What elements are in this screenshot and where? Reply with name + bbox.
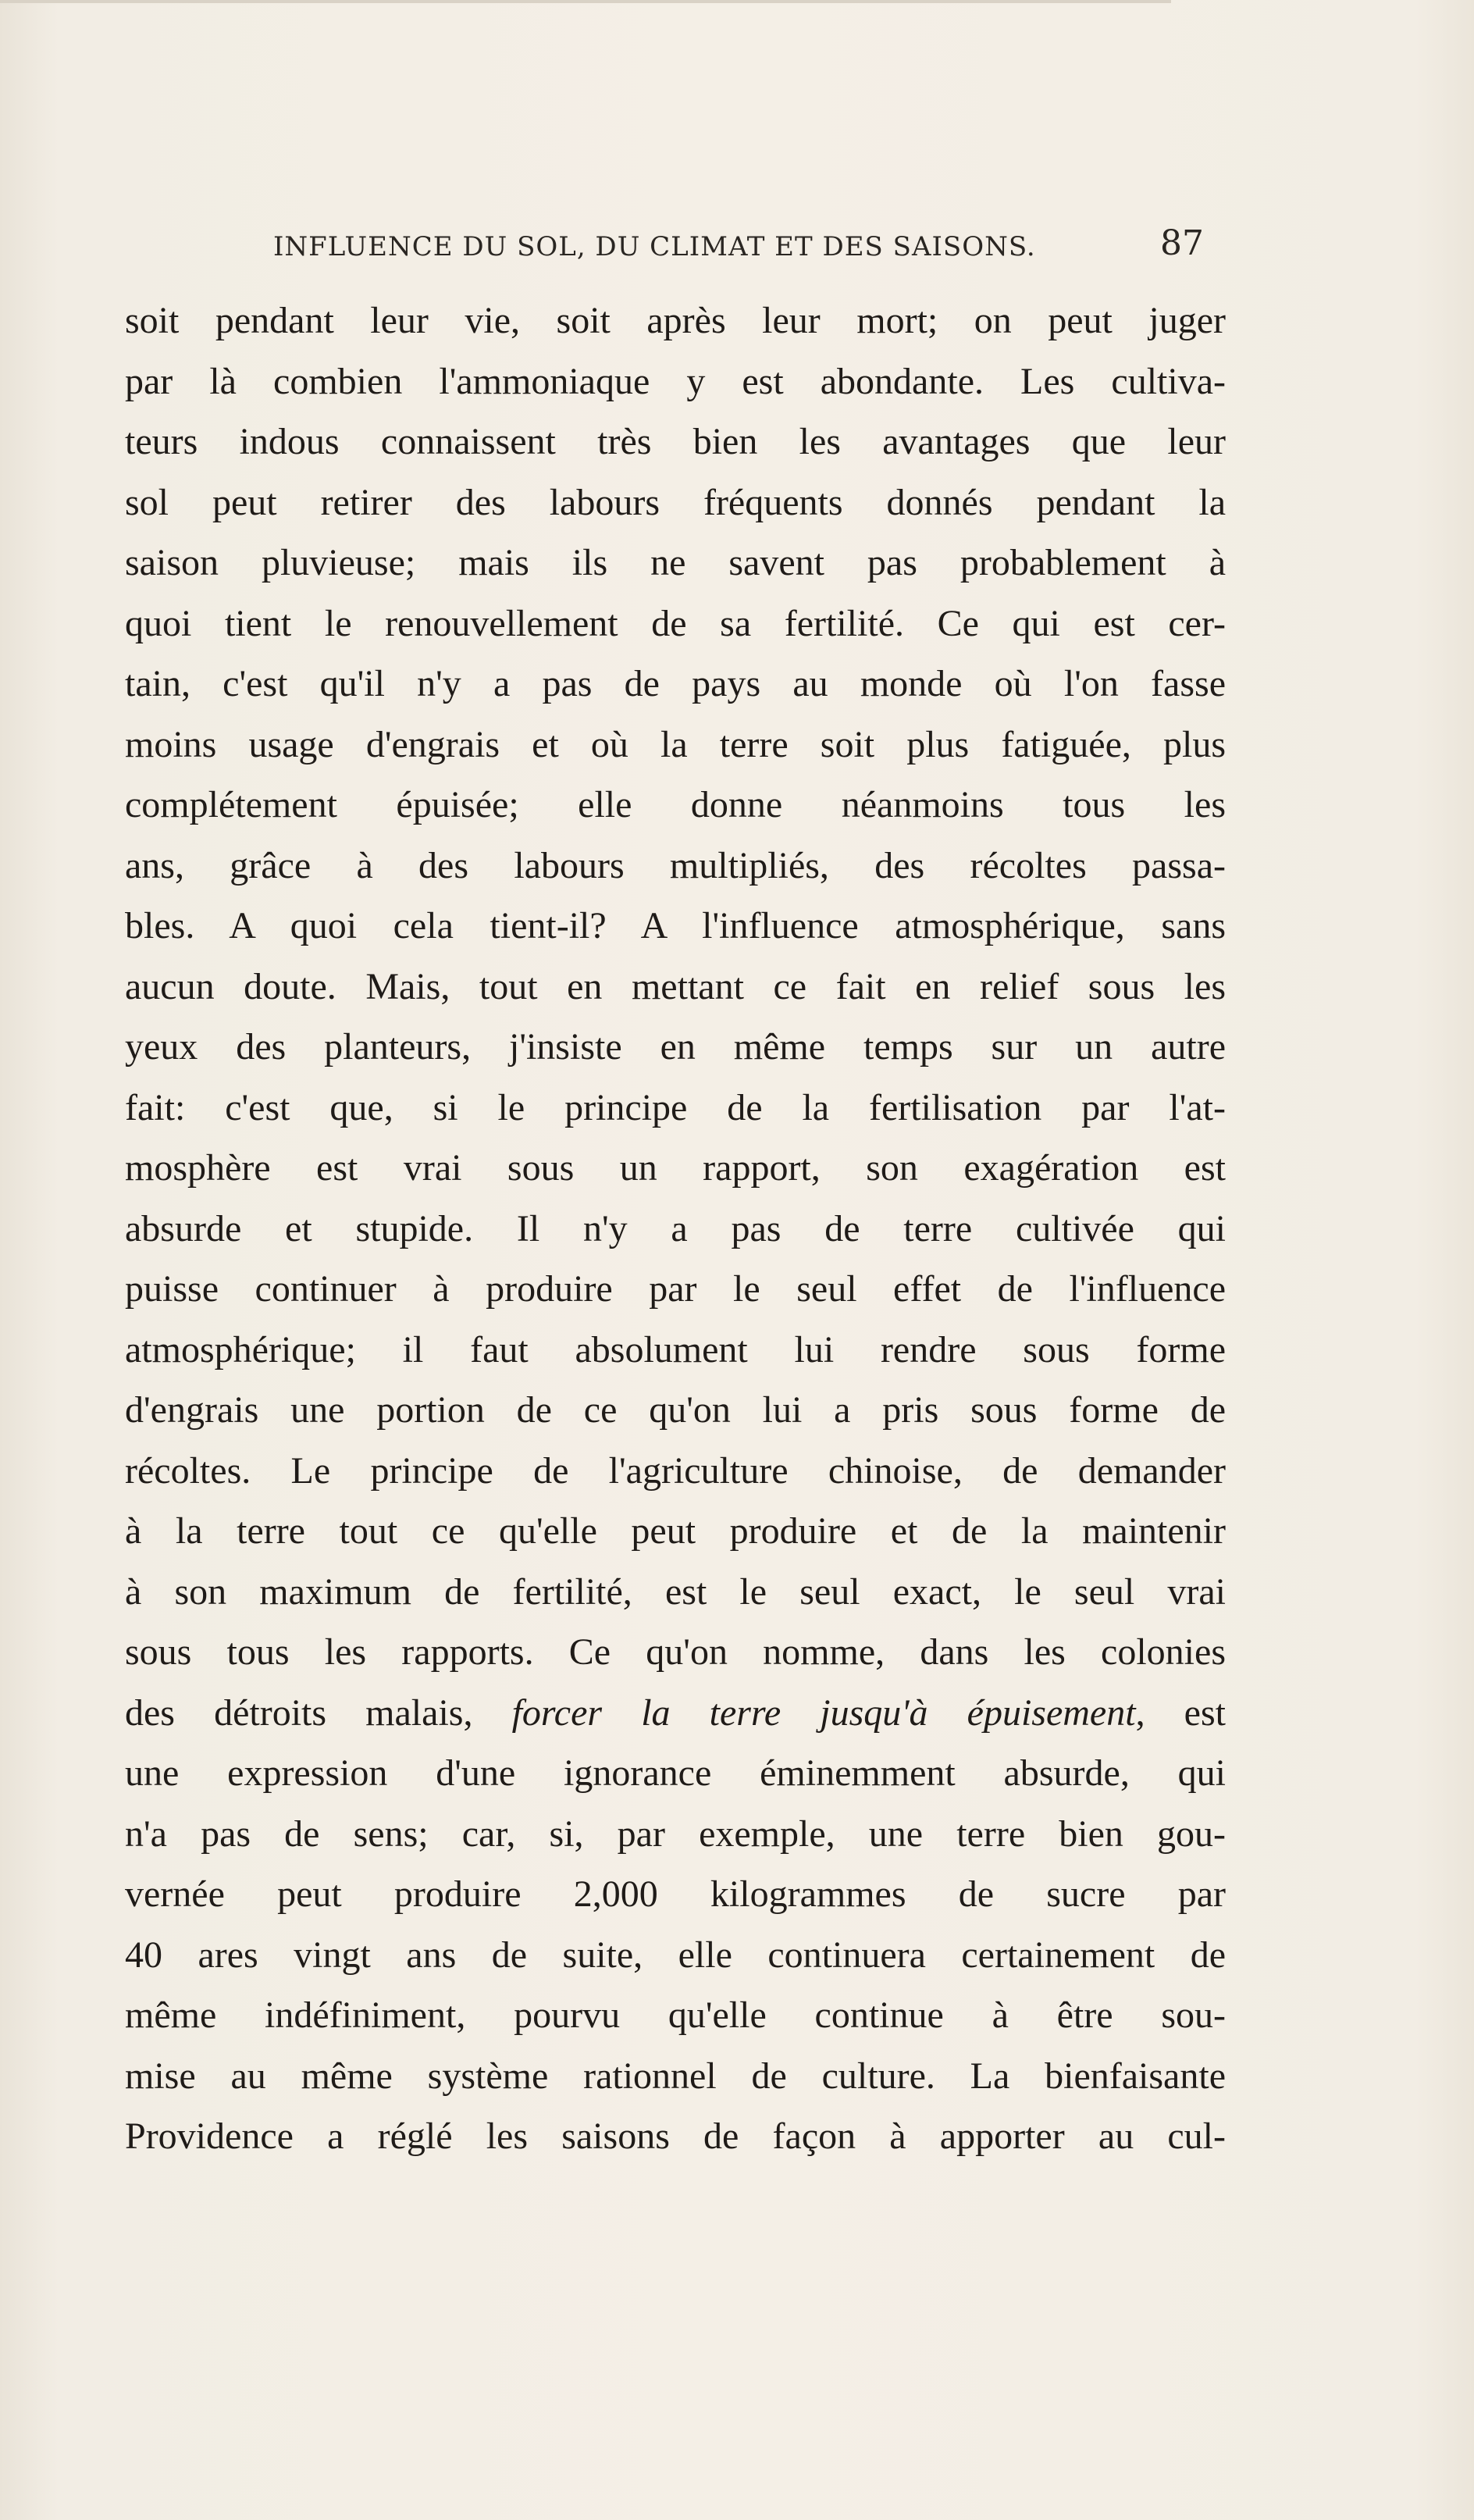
text-line: d'engrais une portion de ce qu'on lui a pris sous forme de — [125, 1389, 1226, 1431]
text-line: quoi tient le renouvellement de sa fertilité. Ce qui est cer- — [125, 602, 1226, 644]
text-line: absurde et stupide. Il n'y a pas de terre cultivée qui — [125, 1207, 1226, 1249]
text-line: ans, grâce à des labours multipliés, des récoltes passa- — [125, 844, 1226, 886]
text-line: n'a pas de sens; car, si, par exemple, une terre bien gou- — [125, 1812, 1226, 1855]
text-line: saison pluvieuse; mais ils ne savent pas probablement à — [125, 542, 1226, 583]
text-line: par là combien l'ammoniaque y est abondante. Les cultiva- — [125, 360, 1226, 402]
page-number: 87 — [1160, 223, 1204, 263]
top-edge-rule — [0, 0, 1171, 3]
text-line: puisse continuer à produire par le seul effet de l'influence — [125, 1268, 1226, 1310]
italic-phrase: forcer la terre jusqu'à épuisement — [511, 1691, 1136, 1734]
text-line: aucun doute. Mais, tout en mettant ce fait en relief sous les — [125, 965, 1226, 1007]
text-line: vernée peut produire 2,000 kilogrammes de sucre par — [125, 1873, 1226, 1915]
body-text — [125, 290, 1226, 2167]
text-line: 40 ares vingt ans de suite, elle continuera certainement de — [125, 1934, 1226, 1976]
text-line: à la terre tout ce qu'elle peut produire et de la maintenir — [125, 1510, 1226, 1552]
text-line: sous tous les rapports. Ce qu'on nomme, dans les colonies — [125, 1631, 1226, 1673]
text-segment: , est — [1135, 1691, 1226, 1734]
text-line: yeux des planteurs, j'insiste en même temps sur un autre — [125, 1026, 1226, 1068]
text-line-with-italic — [125, 1683, 1226, 1744]
text-line: teurs indous connaissent très bien les avantages que leur — [125, 421, 1226, 462]
text-line: même indéfiniment, pourvu qu'elle continue à être sou- — [125, 1994, 1226, 2036]
text-line: une expression d'une ignorance éminemment absurde, qui — [125, 1752, 1226, 1794]
running-head: INFLUENCE DU SOL, DU CLIMAT ET DES SAISONS. — [273, 231, 1036, 262]
text-line: mosphère est vrai sous un rapport, son exagération est — [125, 1147, 1226, 1189]
text-line: soit pendant leur vie, soit après leur mort; on peut juger — [125, 300, 1226, 341]
text-line: tain, c'est qu'il n'y a pas de pays au monde où l'on fasse — [125, 663, 1226, 704]
text-line: complétement épuisée; elle donne néanmoins tous les — [125, 784, 1226, 825]
text-line: moins usage d'engrais et où la terre soit plus fatiguée, plus — [125, 723, 1226, 765]
text-line: Providence a réglé les saisons de façon à apporter au cul- — [125, 2115, 1226, 2157]
text-segment: des détroits malais, — [125, 1691, 512, 1734]
text-line: sol peut retirer des labours fréquents donnés pendant la — [125, 481, 1226, 523]
text-line: récoltes. Le principe de l'agriculture chinoise, de demander — [125, 1449, 1226, 1492]
text-line: atmosphérique; il faut absolument lui rendre sous forme — [125, 1328, 1226, 1370]
text-line: bles. A quoi cela tient-il? A l'influence atmosphérique, sans — [125, 905, 1226, 946]
text-line: fait: c'est que, si le principe de la fertilisation par l'at- — [125, 1086, 1226, 1128]
text-line: mise au même système rationnel de culture. La bienfaisante — [125, 2055, 1226, 2097]
text-line: à son maximum de fertilité, est le seul exact, le seul vrai — [125, 1570, 1226, 1613]
